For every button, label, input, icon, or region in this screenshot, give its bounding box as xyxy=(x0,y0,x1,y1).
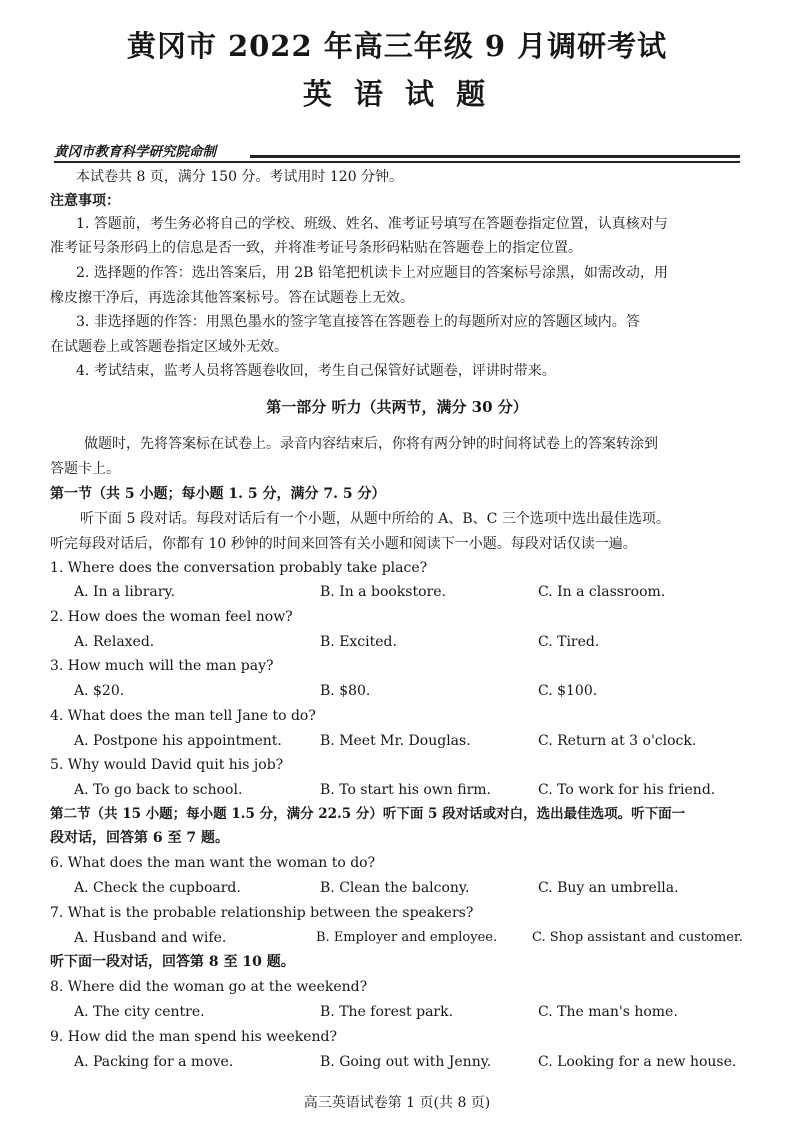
q3-option-a: A. $20. xyxy=(74,683,125,699)
question-1: 1. Where does the conversation probably take place? xyxy=(50,560,428,576)
q9-option-a: A. Packing for a move. xyxy=(74,1054,234,1070)
section2-heading: 第二节（共 15 小题；每小题 1.5 分，满分 22.5 分）听下面 5 段对话或对白，选出最佳选项。听下面一 xyxy=(50,806,686,822)
page-footer: 高三英语试卷第 1 页(共 8 页) xyxy=(303,1095,491,1111)
section1-instruction-1: 听下面 5 段对话。每段对话后有一个小题，从题中所给的 A、B、C 三个选项中选出最佳选项。 xyxy=(80,511,670,527)
section1-instruction-2: 听完每段对话后，你都有 10 秒钟的时间来回答有关小题和阅读下一小题。每段对话仅读一遍。 xyxy=(50,536,637,552)
q8-10-intro: 听下面一段对话，回答第 8 至 10 题。 xyxy=(50,954,295,970)
section1-heading: 第一节（共 5 小题；每小题 1. 5 分，满分 7. 5 分） xyxy=(50,486,386,502)
question-8: 8. Where did the woman go at the weekend? xyxy=(50,979,368,995)
question-7: 7. What is the probable relationship between the speakers? xyxy=(50,905,474,921)
notice-line-1: 1. 答题前，考生务必将自己的学校、班级、姓名、准考证号填写在答题卷指定位置，认真核对与 xyxy=(76,216,668,232)
q7-option-c: C. Shop assistant and customer. xyxy=(532,930,743,945)
question-3: 3. How much will the man pay? xyxy=(50,658,274,674)
q8-option-a: A. The city centre. xyxy=(74,1004,205,1020)
question-6: 6. What does the man want the woman to do? xyxy=(50,855,376,871)
q5-option-c: C. To work for his friend. xyxy=(538,782,716,798)
q8-option-b: B. The forest park. xyxy=(320,1004,454,1020)
q2-option-c: C. Tired. xyxy=(538,634,600,650)
notice-line-3: 2. 选择题的作答：选出答案后，用 2B 铅笔把机读卡上对应题目的答案标号涂黑，如需改动，用 xyxy=(76,265,668,281)
question-5: 5. Why would David quit his job? xyxy=(50,757,284,773)
q4-option-c: C. Return at 3 o'clock. xyxy=(538,733,697,749)
q1-option-b: B. In a bookstore. xyxy=(320,584,446,600)
notice-line-4: 橡皮擦干净后，再选涂其他答案标号。答在试题卷上无效。 xyxy=(50,290,414,306)
notice-heading: 注意事项： xyxy=(50,193,120,209)
q6-option-b: B. Clean the balcony. xyxy=(320,880,470,896)
q6-option-c: C. Buy an umbrella. xyxy=(538,880,679,896)
q6-option-a: A. Check the cupboard. xyxy=(74,880,241,896)
q5-option-b: B. To start his own firm. xyxy=(320,782,492,798)
part1-instruction-1: 做题时，先将答案标在试卷上。录音内容结束后，你将有两分钟的时间将试卷上的答案转涂到 xyxy=(84,436,658,452)
notice-line-2: 准考证号条形码上的信息是否一致，并将准考证号条形码粘贴在答题卷上的指定位置。 xyxy=(50,240,582,256)
q5-option-a: A. To go back to school. xyxy=(74,782,243,798)
question-4: 4. What does the man tell Jane to do? xyxy=(50,708,316,724)
intro-text: 本试卷共 8 页，满分 150 分。考试用时 120 分钟。 xyxy=(76,169,404,185)
q7-option-a: A. Husband and wife. xyxy=(74,930,227,946)
q9-option-c: C. Looking for a new house. xyxy=(538,1054,737,1070)
header-rule-thick xyxy=(250,155,740,158)
section2-heading-cont: 段对话，回答第 6 至 7 题。 xyxy=(50,830,229,846)
q4-option-a: A. Postpone his appointment. xyxy=(74,733,282,749)
notice-line-6: 在试题卷上或答题卷指定区域外无效。 xyxy=(50,339,288,355)
issuing-organization: 黄冈市教育科学研究院命制 xyxy=(54,144,216,160)
q7-option-b: B. Employer and employee. xyxy=(316,930,498,945)
exam-subtitle: 英 语 试 题 xyxy=(302,77,492,111)
q3-option-c: C. $100. xyxy=(538,683,598,699)
q1-option-c: C. In a classroom. xyxy=(538,584,666,600)
q3-option-b: B. $80. xyxy=(320,683,371,699)
question-9: 9. How did the man spend his weekend? xyxy=(50,1029,337,1045)
exam-title: 黄冈市 2022 年高三年级 9 月调研考试 xyxy=(126,29,668,63)
notice-line-7: 4. 考试结束，监考人员将答题卷收回，考生自己保管好试题卷，评讲时带来。 xyxy=(76,363,556,379)
header-rule-thin xyxy=(54,161,740,163)
q2-option-b: B. Excited. xyxy=(320,634,397,650)
part1-heading: 第一部分 听力（共两节，满分 30 分） xyxy=(266,398,528,416)
q1-option-a: A. In a library. xyxy=(74,584,175,600)
question-2: 2. How does the woman feel now? xyxy=(50,609,293,625)
q4-option-b: B. Meet Mr. Douglas. xyxy=(320,733,471,749)
part1-instruction-2: 答题卡上。 xyxy=(50,461,120,477)
q9-option-b: B. Going out with Jenny. xyxy=(320,1054,492,1070)
notice-line-5: 3. 非选择题的作答：用黑色墨水的签字笔直接答在答题卷上的每题所对应的答题区域内。答 xyxy=(76,314,640,330)
q8-option-c: C. The man's home. xyxy=(538,1004,678,1020)
q2-option-a: A. Relaxed. xyxy=(74,634,155,650)
